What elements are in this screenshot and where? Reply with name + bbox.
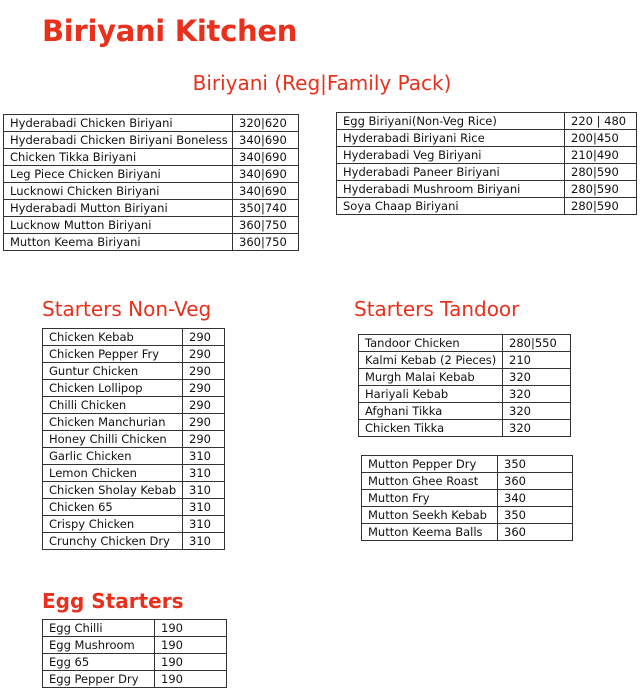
menu-row [4,132,299,149]
item-name: Hyderabadi Paneer Biriyani [337,164,565,181]
item-name: Egg Biriyani(Non-Veg Rice) [337,113,565,130]
biriyani-table-left [3,114,299,251]
biriyani-table-right [336,112,637,215]
item-name: Chicken Pepper Fry [43,346,183,363]
menu-row [337,181,637,198]
menu-row [43,465,225,482]
item-price: 280|550 [503,335,571,352]
item-price: 320|620 [233,115,299,132]
item-price: 350|740 [233,200,299,217]
item-name: Chicken 65 [43,499,183,516]
menu-row [337,130,637,147]
menu-row [362,524,573,541]
item-name: Chicken Tikka [359,420,503,437]
item-name: Egg Pepper Dry [43,671,155,688]
item-price: 360|750 [233,217,299,234]
item-name: Guntur Chicken [43,363,183,380]
item-price: 280|590 [565,198,637,215]
item-price: 310 [183,516,225,533]
item-name: Mutton Seekh Kebab [362,507,498,524]
item-price: 290 [183,414,225,431]
menu-row [359,386,571,403]
item-price: 290 [183,346,225,363]
menu-row [337,113,637,130]
menu-row [43,654,227,671]
item-price: 290 [183,431,225,448]
item-name: Chicken Lollipop [43,380,183,397]
menu-row [43,499,225,516]
item-name: Chilli Chicken [43,397,183,414]
menu-row [4,115,299,132]
item-name: Tandoor Chicken [359,335,503,352]
item-name: Hariyali Kebab [359,386,503,403]
menu-row [4,217,299,234]
item-price: 320 [503,386,571,403]
starters-nonveg-table [42,328,225,550]
item-price: 310 [183,482,225,499]
item-name: Egg Mushroom [43,637,155,654]
menu-row [43,671,227,688]
item-name: Mutton Keema Balls [362,524,498,541]
item-name: Kalmi Kebab (2 Pieces) [359,352,503,369]
item-name: Crispy Chicken [43,516,183,533]
item-price: 200|450 [565,130,637,147]
item-price: 350 [498,456,573,473]
item-name: Hyderabadi Mushroom Biriyani [337,181,565,198]
item-price: 220 | 480 [565,113,637,130]
menu-row [43,329,225,346]
menu-row [4,234,299,251]
item-name: Mutton Pepper Dry [362,456,498,473]
menu-row [43,516,225,533]
item-price: 340|690 [233,132,299,149]
tandoor-mutton-table [361,455,573,541]
item-price: 190 [155,654,227,671]
menu-row [43,397,225,414]
item-price: 360 [498,473,573,490]
item-price: 310 [183,448,225,465]
item-name: Hyderabadi Biriyani Rice [337,130,565,147]
menu-row [43,620,227,637]
menu-row [43,414,225,431]
egg-starters-table [42,619,227,688]
menu-row [337,147,637,164]
item-price: 340|690 [233,149,299,166]
item-price: 310 [183,533,225,550]
item-price: 290 [183,329,225,346]
menu-row [43,482,225,499]
menu-row [359,335,571,352]
item-price: 210 [503,352,571,369]
item-name: Hyderabadi Veg Biriyani [337,147,565,164]
item-price: 280|590 [565,181,637,198]
item-price: 320 [503,369,571,386]
item-price: 350 [498,507,573,524]
menu-row [4,166,299,183]
item-name: Chicken Manchurian [43,414,183,431]
menu-row [337,198,637,215]
item-price: 290 [183,380,225,397]
item-price: 290 [183,397,225,414]
item-name: Lucknowi Chicken Biriyani [4,183,233,200]
item-name: Egg 65 [43,654,155,671]
menu-row [359,420,571,437]
menu-row [4,200,299,217]
item-price: 360 [498,524,573,541]
item-price: 320 [503,420,571,437]
item-price: 210|490 [565,147,637,164]
item-price: 340|690 [233,183,299,200]
item-name: Soya Chaap Biriyani [337,198,565,215]
menu-row [43,363,225,380]
item-price: 290 [183,363,225,380]
egg-starters-heading: Egg Starters [42,589,184,613]
item-name: Lemon Chicken [43,465,183,482]
menu-row [4,149,299,166]
item-name: Chicken Tikka Biriyani [4,149,233,166]
item-name: Afghani Tikka [359,403,503,420]
item-name: Chicken Sholay Kebab [43,482,183,499]
menu-row [43,533,225,550]
tandoor-chicken-table [358,334,571,437]
item-price: 340|690 [233,166,299,183]
item-name: Egg Chilli [43,620,155,637]
menu-row [362,490,573,507]
item-price: 310 [183,465,225,482]
item-price: 320 [503,403,571,420]
item-name: Mutton Keema Biriyani [4,234,233,251]
item-price: 310 [183,499,225,516]
menu-row [337,164,637,181]
menu-row [43,448,225,465]
item-name: Leg Piece Chicken Biriyani [4,166,233,183]
item-name: Hyderabadi Mutton Biriyani [4,200,233,217]
item-price: 360|750 [233,234,299,251]
item-price: 190 [155,620,227,637]
item-name: Lucknow Mutton Biriyani [4,217,233,234]
item-name: Hyderabadi Chicken Biriyani [4,115,233,132]
item-name: Crunchy Chicken Dry [43,533,183,550]
item-price: 190 [155,671,227,688]
menu-row [4,183,299,200]
biriyani-heading: Biriyani (Reg|Family Pack) [192,71,452,95]
item-name: Mutton Fry [362,490,498,507]
menu-row [362,507,573,524]
restaurant-title: Biriyani Kitchen [42,14,298,48]
item-name: Mutton Ghee Roast [362,473,498,490]
menu-row [43,380,225,397]
item-name: Garlic Chicken [43,448,183,465]
menu-row [43,637,227,654]
item-price: 190 [155,637,227,654]
starters-nonveg-heading: Starters Non-Veg [42,297,212,321]
menu-row [362,473,573,490]
item-name: Murgh Malai Kebab [359,369,503,386]
menu-row [359,369,571,386]
item-price: 340 [498,490,573,507]
menu-row [359,403,571,420]
menu-row [359,352,571,369]
item-name: Honey Chilli Chicken [43,431,183,448]
menu-row [43,346,225,363]
item-price: 280|590 [565,164,637,181]
item-name: Hyderabadi Chicken Biriyani Boneless [4,132,233,149]
menu-row [362,456,573,473]
menu-row [43,431,225,448]
starters-tandoor-heading: Starters Tandoor [354,297,520,321]
item-name: Chicken Kebab [43,329,183,346]
